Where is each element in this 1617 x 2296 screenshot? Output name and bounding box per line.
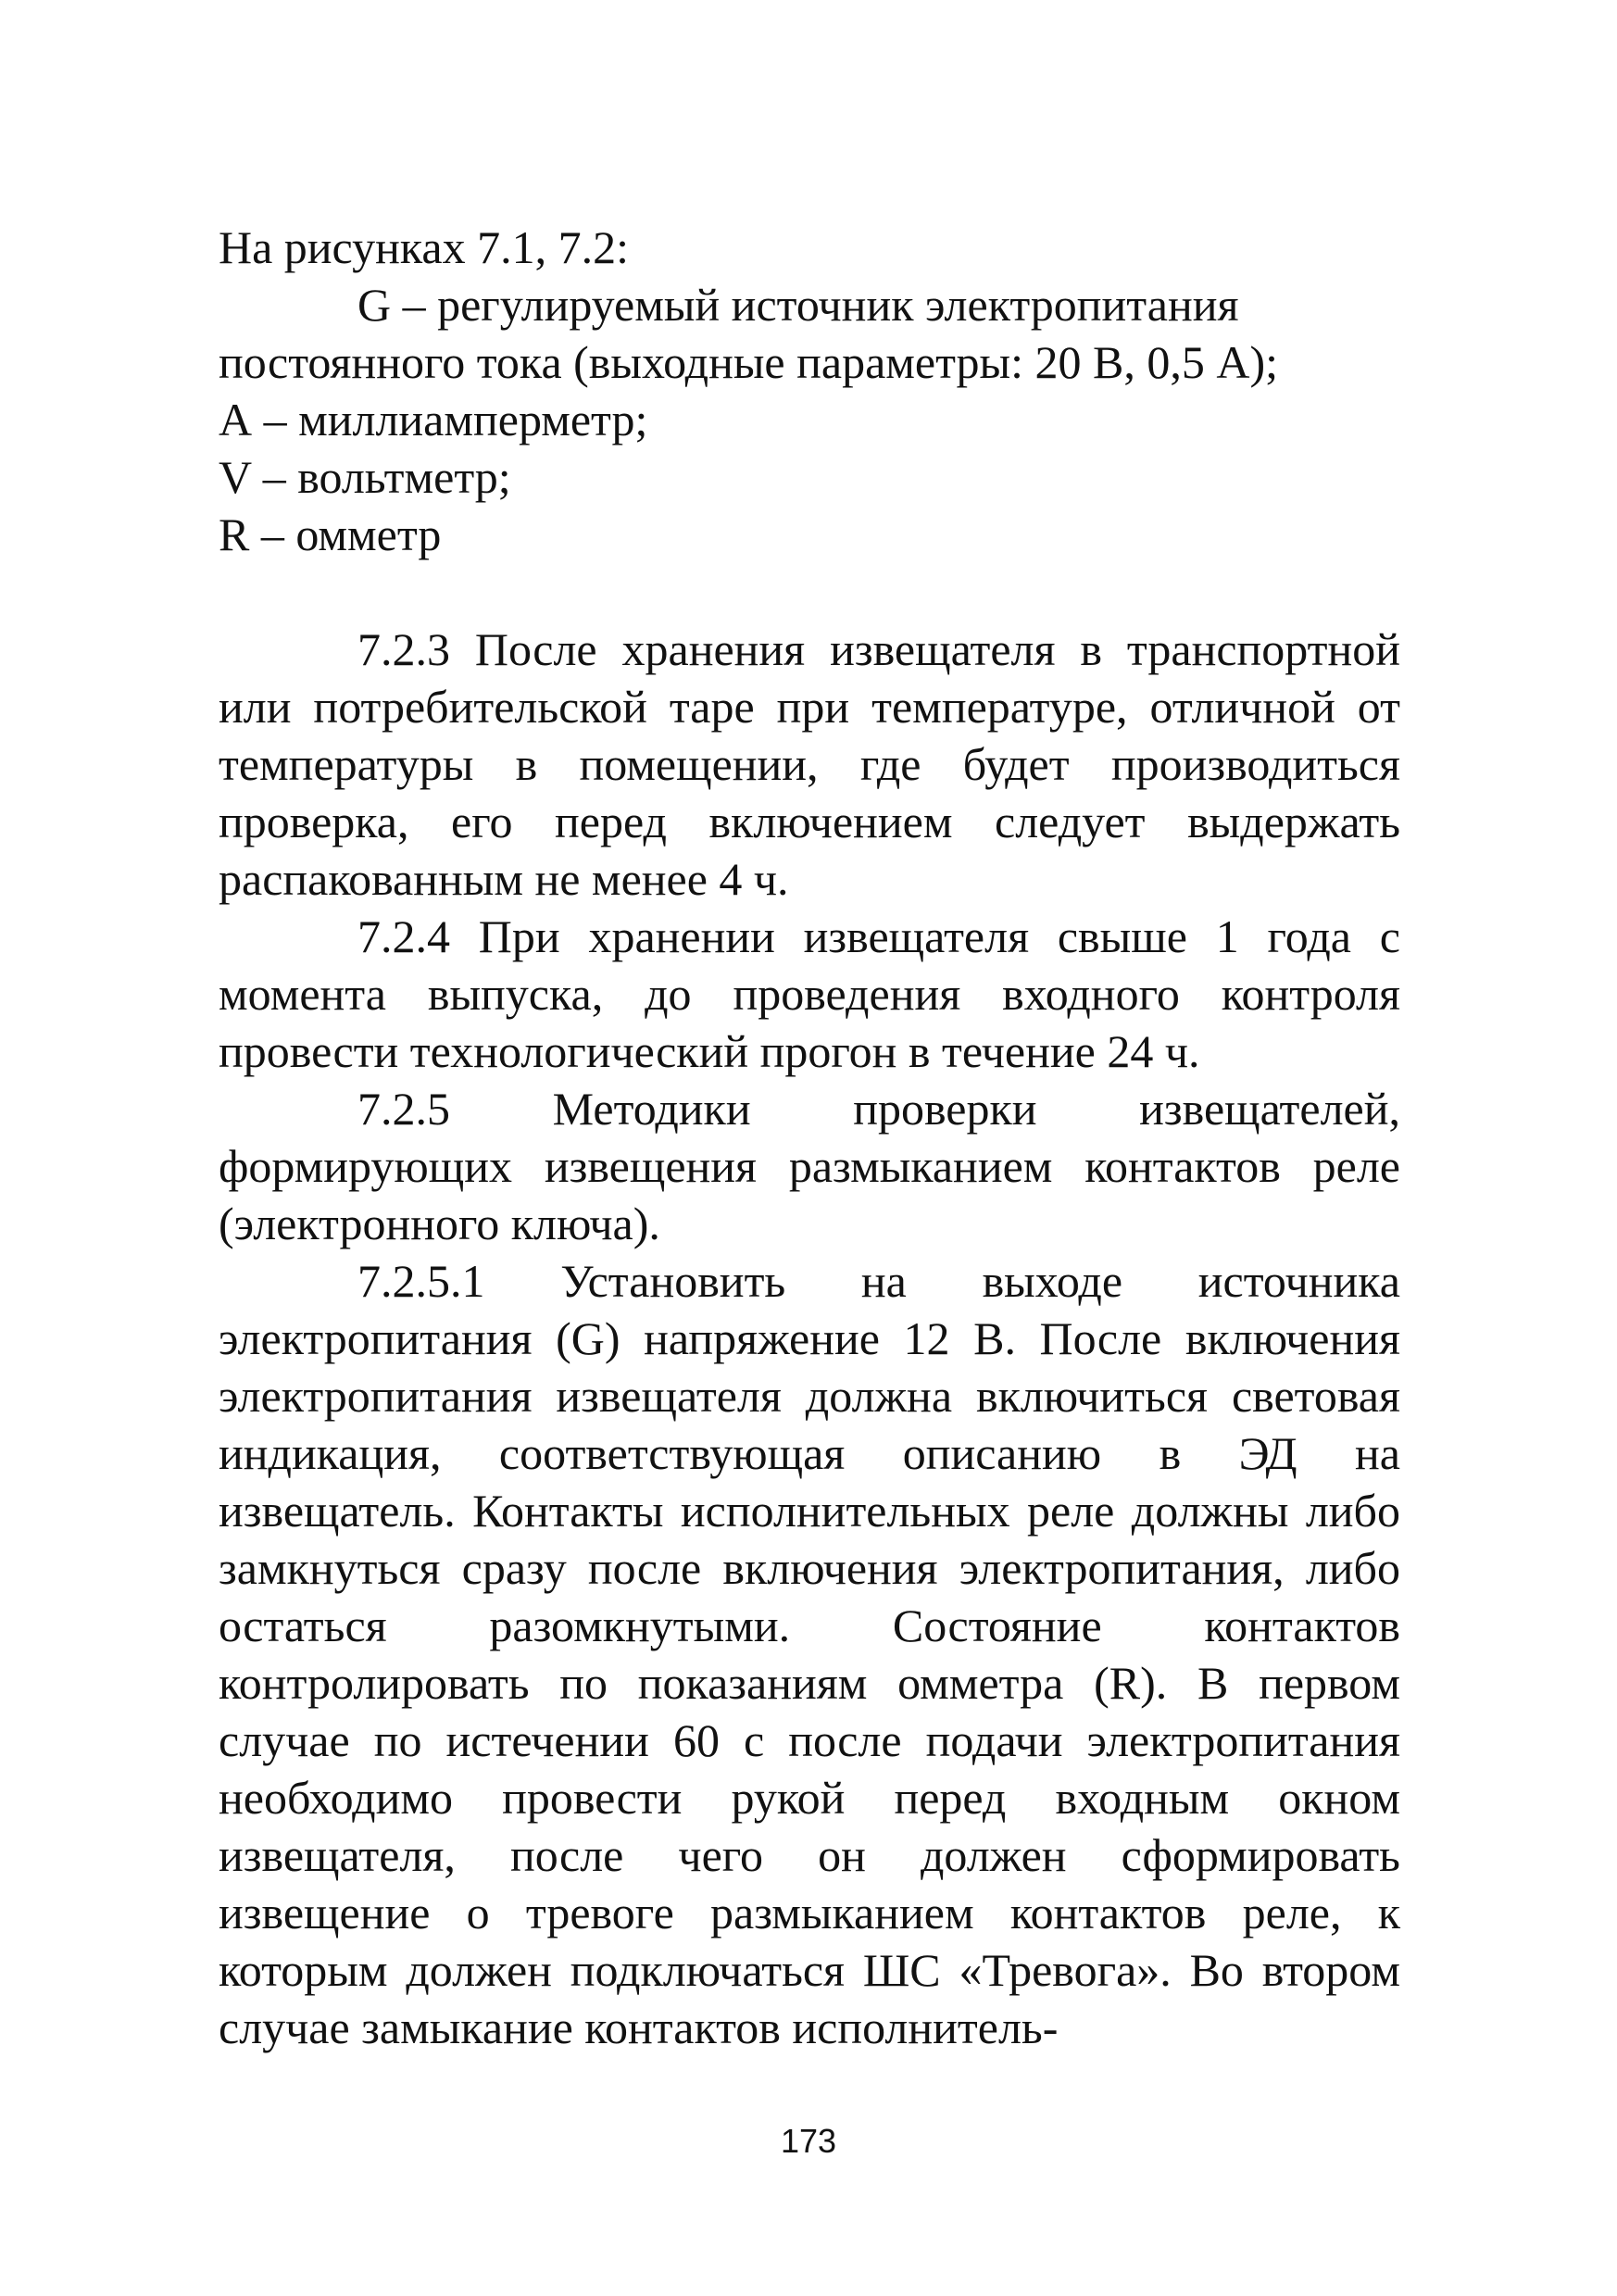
legend-intro: На рисунках 7.1, 7.2: bbox=[219, 221, 629, 273]
legend-item-g: G – регулируемый источник электропитания постоянного тока (выходные параметры: 20 В, 0,5 А); bbox=[219, 279, 1279, 388]
page-content bbox=[219, 219, 1400, 2056]
paragraph-7-2-4: 7.2.4 При хранении извещателя свыше 1 года с момента выпуска, до проведения входного контроля провести технологический прогон в течение 24 ч. bbox=[219, 910, 1400, 1077]
section-gap bbox=[219, 563, 1400, 621]
legend-item-v: V – вольтметр; bbox=[219, 451, 511, 503]
paragraph-7-2-5: 7.2.5 Методики проверки извещателей, формирующих извещения размыканием контактов реле (электронного ключа). bbox=[219, 1083, 1400, 1249]
paragraph-7-2-3: 7.2.3 После хранения извещателя в транспортной или потребительской таре при температуре, отличной от температуры в помещении, где будет производиться проверка, его перед включением следует выдержать распакованным не менее 4 ч. bbox=[219, 623, 1400, 905]
page-number: 173 bbox=[780, 2122, 837, 2160]
legend-item-a: А – миллиамперметр; bbox=[219, 394, 648, 445]
paragraph-7-2-5-1: 7.2.5.1 Установить на выходе источника электропитания (G) напряжение 12 В. После включения электропитания извещателя должна включиться световая индикация, соответствующая описанию в ЭД на извещатель. Контакты исполнительных реле должны либо замкнуться сразу после включения электропитания, либо остаться разомкнутыми. Состояние контактов контролировать по показаниям омметра (R). В первом случае по истечении 60 с после подачи электропитания необходимо провести рукой перед входным окном извещателя, после чего он должен сформировать извещение о тревоге размыканием контактов реле, к которым должен подключаться ШС «Тревога». Во втором случае замыкание контактов исполнитель- bbox=[219, 1255, 1400, 2053]
figure-legend bbox=[219, 219, 1400, 563]
body-text bbox=[219, 621, 1400, 2056]
legend-item-r: R – омметр bbox=[219, 508, 442, 560]
